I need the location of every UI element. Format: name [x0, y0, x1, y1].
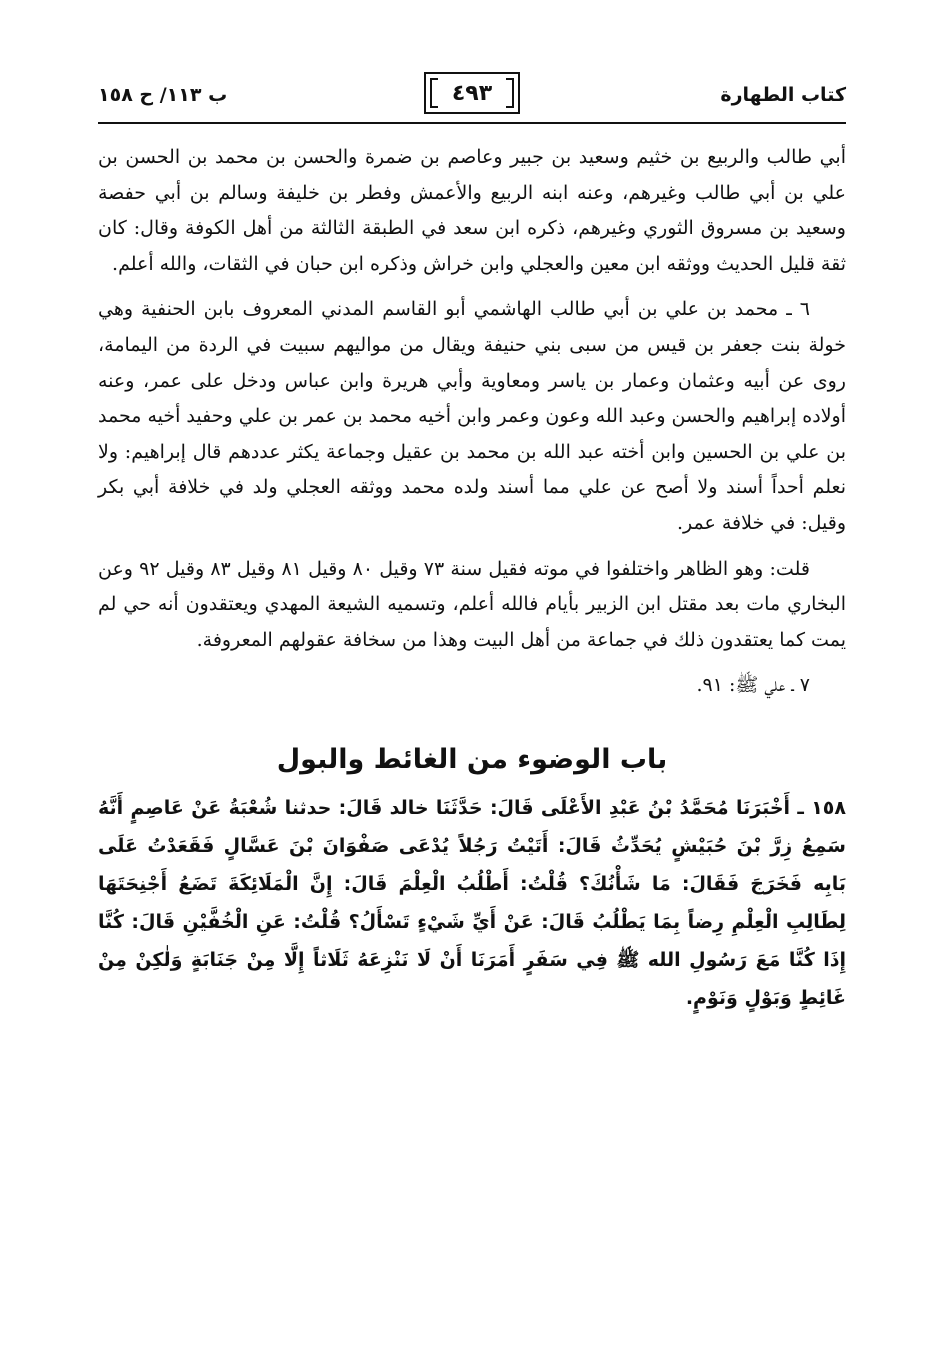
running-header	[98, 70, 846, 124]
hadith-text: ١٥٨ ـ أَخْبَرَنَا مُحَمَّدُ بْنُ عَبْدِ الأَعْلَى قَالَ: حَدَّثَنَا خالد قَالَ: حدثنا شُعْبَةُ عَنْ عَاصِمٍ أَنَّهُ سَمِعُ زِرَّ بْنَ حُبَيْشٍ يُحَدِّثُ قَالَ: أَتَيْتُ رَجُلاً يُدْعَى صَفْوَانَ بْنَ عَسَّالٍ فَقَعَدْتُ عَلَى بَابِه فَخَرَجَ فَقَالَ: مَا شَأْنُكَ؟ قُلْتُ: أَطْلُبُ الْعِلْمَ قَالَ: إِنَّ الْمَلَائِكَةَ تَضَعُ أَجْنِحَتَهَا لِطَالِبِ الْعِلْمِ رِضاً بِمَا يَطْلُبُ قَالَ: عَنْ أَيِّ شَيْءٍ تَسْأَلُ؟ قُلْتُ: عَنِ الْخُفَّيْنِ قَالَ: كُنَّا إِذَا كُنَّا مَعَ رَسُولِ الله ﷺ فِي سَفَرٍ أَمَرَنَا أَنْ لَا نَنْزِعَهُ ثَلَاثاً إِلَّا مِنْ جَنَابَةٍ وَلٰكِنْ مِنْ غَائِطٍ وَبَوْلٍ وَنَوْمٍ.	[98, 796, 846, 1009]
paragraph-1: أبي طالب والربيع بن خثيم وسعيد بن جبير وعاصم بن ضمرة والحسن بن محمد بن الحسن بن علي بن أبي طالب وغيرهم، وعنه ابنه الربيع والأعمش وفطر بن خليفة وسالم بن أبي حفصة وسعيد بن مسروق الثوري وغيرهم، ذكره ابن سعد في الطبقة الثالثة من أهل الكوفة وقال: كان ثقة قليل الحديث ووثقه ابن معين والعجلي وابن خراش وذكره ابن حبان في الثقات، والله أعلم.	[98, 146, 846, 275]
paragraph-2: ٦ ـ محمد بن علي بن أبي طالب الهاشمي أبو القاسم المدني المعروف بابن الحنفية وهي خولة بنت جعفر بن قيس من سبى بني حنيفة ويقال من مواليهم سبيت في الردة من اليمامة، روى عن أبيه وعثمان وعمار بن ياسر ومعاوية وأبي هريرة وابن عباس ودخل على عمر، وعنه أولاده إبراهيم والحسن وعبد الله وعون وعمر وابن أخيه محمد بن عمر بن علي وحفيد أخيه محمد بن علي بن الحسين وابن أخته عبد الله بن محمد بن عقيل وجماعة يكثر عددهم قال إبراهيم: ولا نعلم أحداً أسند ولا أصح عن علي مما أسند ولده محمد ووثقه العجلي ولد في خلافة أبي بكر وقيل: في خلافة عمر.	[98, 298, 846, 534]
chapter-heading: باب الوضوء من الغائط والبول	[276, 743, 668, 775]
paragraph-4: ٧ ـ علي ﷺ: ٩١.	[696, 674, 810, 697]
book-page	[98, 70, 846, 1017]
commentary-body	[98, 140, 846, 704]
book-title: كتاب الطهارة	[720, 84, 846, 106]
chapter-reference: ب ١١٣/ ح ١٥٨	[98, 84, 228, 106]
page-number: ٤٩٣	[424, 72, 520, 114]
paragraph-3: قلت: وهو الظاهر واختلفوا في موته فقيل سنة ٧٣ وقيل ٨٠ وقيل ٨١ وقيل ٨٣ وقيل ٩٢ وعن البخاري مات بعد مقتل ابن الزبير بأيام فالله أعلم، وتسميه الشيعة المهدي ويعتقدون أنه حي لم يمت كما يعتقدون ذلك في جماعة من أهل البيت وهذا من سخافة عقولهم المعروفة.	[98, 557, 846, 651]
